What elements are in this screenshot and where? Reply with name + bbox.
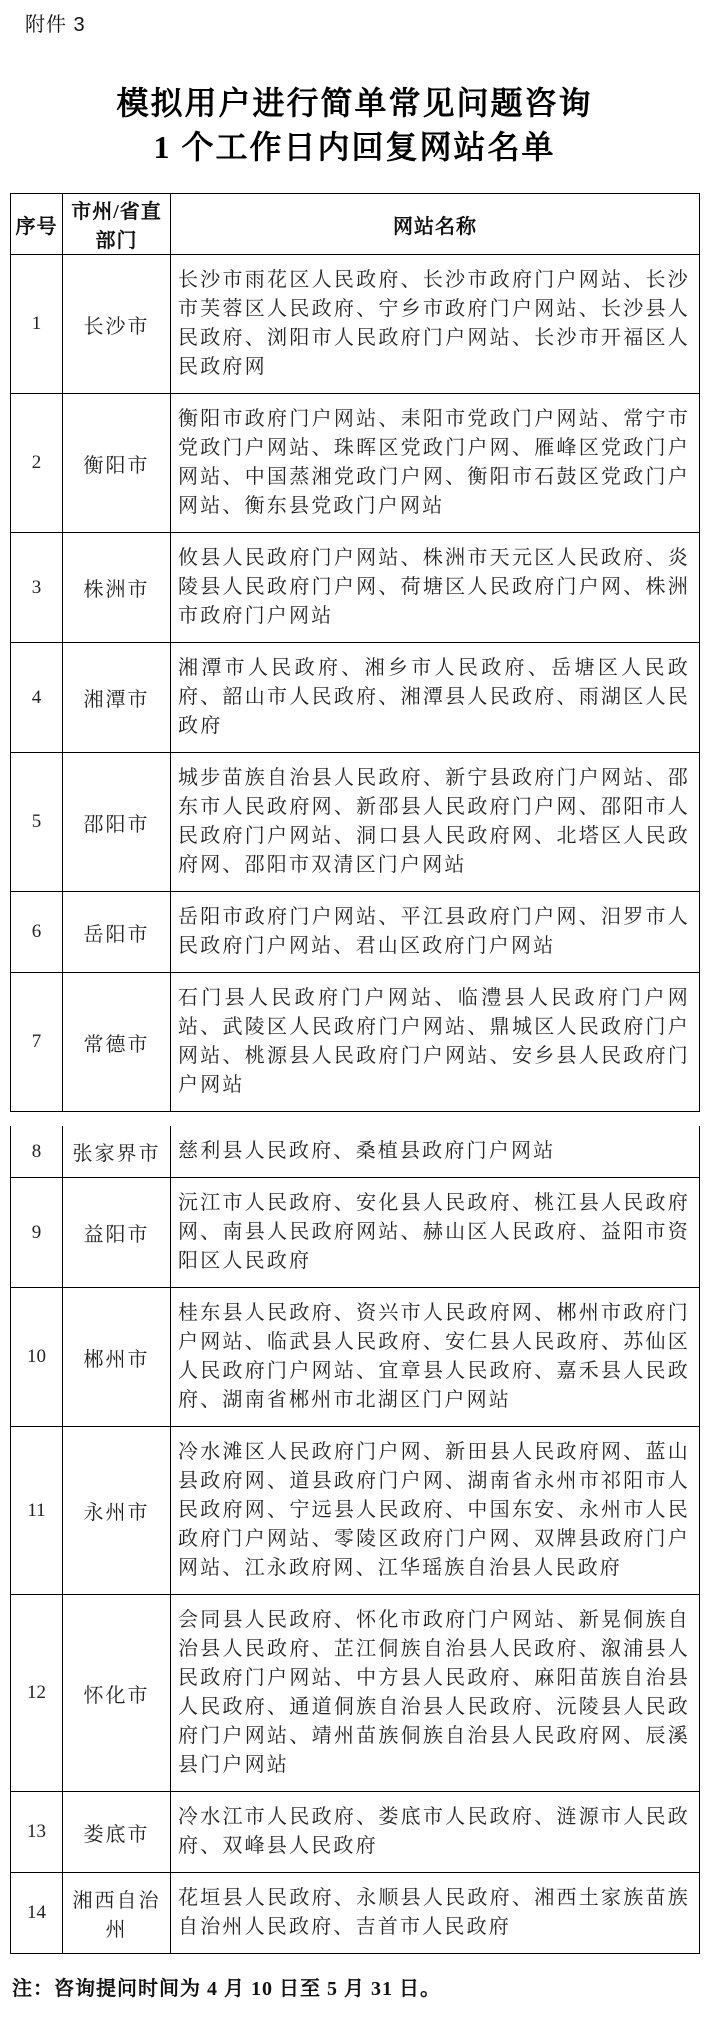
- cell-websites: 衡阳市政府门户网站、耒阳市党政门户网站、常宁市党政门户网站、珠晖区党政门户网、雁峰区党政门户网站、中国蒸湘党政门户网、衡阳市石鼓区党政门户网站、衡东县党政门户网站: [171, 394, 700, 533]
- cell-region: 永州市: [63, 1427, 171, 1595]
- cell-serial-number: 14: [11, 1873, 63, 1954]
- table-row: [11, 643, 700, 753]
- page-title-line-2: 1 个工作日内回复网站名单: [153, 129, 556, 165]
- cell-websites: 攸县人民政府门户网站、株洲市天元区人民政府、炎陵县人民政府门户网、荷塘区人民政府门户网、株洲市政府门户网站: [171, 533, 700, 643]
- table-row: [11, 1126, 700, 1178]
- cell-websites: 湘潭市人民政府、湘乡市人民政府、岳塘区人民政府、韶山市人民政府、湘潭县人民政府、雨湖区人民政府: [171, 643, 700, 753]
- cell-region: 株洲市: [63, 533, 171, 643]
- table-row: [11, 394, 700, 533]
- header-region: 市州/省直部门: [63, 194, 171, 255]
- cell-websites: 桂东县人民政府、资兴市人民政府网、郴州市政府门户网站、临武县人民政府、安仁县人民政府、苏仙区人民政府门户网站、宜章县人民政府、嘉禾县人民政府、湖南省郴州市北湖区门户网站: [171, 1288, 700, 1427]
- cell-websites: 长沙市雨花区人民政府、长沙市政府门户网站、长沙市芙蓉区人民政府、宁乡市政府门户网站、长沙县人民政府、浏阳市人民政府门户网站、长沙市开福区人民政府网: [171, 255, 700, 394]
- cell-websites: 慈利县人民政府、桑植县政府门户网站: [171, 1126, 700, 1178]
- cell-websites: 冷水滩区人民政府门户网、新田县人民政府网、蓝山县政府网、道县政府门户网、湖南省永州市祁阳市人民政府网、宁远县人民政府、中国东安、永州市人民政府门户网站、零陵区政府门户网、双牌县政府门户网站、江永政府网、江华瑶族自治县人民政府: [171, 1427, 700, 1595]
- table-row: [11, 1792, 700, 1873]
- cell-region: 湘西自治州: [63, 1873, 171, 1954]
- header-serial-number: 序号: [11, 194, 63, 255]
- cell-region: 湘潭市: [63, 643, 171, 753]
- table-row: [11, 753, 700, 892]
- cell-serial-number: 10: [11, 1288, 63, 1427]
- table-row: [11, 892, 700, 973]
- cell-serial-number: 2: [11, 394, 63, 533]
- cell-websites: 城步苗族自治县人民政府、新宁县政府门户网站、邵东市人民政府网、新邵县人民政府门户网、邵阳市人民政府门户网站、洞口县人民政府网、北塔区人民政府网、邵阳市双清区门户网站: [171, 753, 700, 892]
- page-title-line-1: 模拟用户进行简单常见问题咨询: [116, 85, 593, 121]
- cell-serial-number: 3: [11, 533, 63, 643]
- table-row: [11, 533, 700, 643]
- table-row: [11, 255, 700, 394]
- cell-region: 长沙市: [63, 255, 171, 394]
- cell-serial-number: 7: [11, 973, 63, 1112]
- cell-serial-number: 13: [11, 1792, 63, 1873]
- table-body-part-2: [11, 1126, 700, 1954]
- page-title: [0, 81, 709, 169]
- cell-region: 益阳市: [63, 1178, 171, 1288]
- cell-websites: 冷水江市人民政府、娄底市人民政府、涟源市人民政府、双峰县人民政府: [171, 1792, 700, 1873]
- table-header-row: [11, 194, 700, 255]
- cell-websites: 石门县人民政府门户网站、临澧县人民政府门户网站、武陵区人民政府门户网站、鼎城区人民政府门户网站、桃源县人民政府门户网站、安乡县人民政府门户网站: [171, 973, 700, 1112]
- table-body-part-1: [11, 255, 700, 1112]
- cell-serial-number: 5: [11, 753, 63, 892]
- cell-serial-number: 11: [11, 1427, 63, 1595]
- cell-region: 衡阳市: [63, 394, 171, 533]
- cell-region: 岳阳市: [63, 892, 171, 973]
- table-row: [11, 1178, 700, 1288]
- cell-serial-number: 8: [11, 1126, 63, 1178]
- cell-region: 邵阳市: [63, 753, 171, 892]
- cell-region: 张家界市: [63, 1126, 171, 1178]
- cell-region: 娄底市: [63, 1792, 171, 1873]
- cell-serial-number: 12: [11, 1595, 63, 1792]
- table-row: [11, 1873, 700, 1954]
- table-row: [11, 1288, 700, 1427]
- website-table-section-1: [10, 193, 700, 1112]
- cell-websites: 岳阳市政府门户网站、平江县政府门户网、汨罗市人民政府门户网站、君山区政府门户网站: [171, 892, 700, 973]
- cell-region: 怀化市: [63, 1595, 171, 1792]
- cell-serial-number: 4: [11, 643, 63, 753]
- header-website-name: 网站名称: [171, 194, 700, 255]
- cell-websites: 沅江市人民政府、安化县人民政府、桃江县人民政府网、南县人民政府网站、赫山区人民政府、益阳市资阳区人民政府: [171, 1178, 700, 1288]
- table-row: [11, 1427, 700, 1595]
- cell-serial-number: 9: [11, 1178, 63, 1288]
- table-row: [11, 973, 700, 1112]
- attachment-label: 附件 3: [25, 14, 86, 36]
- cell-serial-number: 6: [11, 892, 63, 973]
- cell-websites: 会同县人民政府、怀化市政府门户网站、新晃侗族自治县人民政府、芷江侗族自治县人民政府、溆浦县人民政府门户网站、中方县人民政府、麻阳苗族自治县人民政府、通道侗族自治县人民政府、沅陵县人民政府门户网站、靖州苗族侗族自治县人民政府网、辰溪县门户网站: [171, 1595, 700, 1792]
- cell-websites: 花垣县人民政府、永顺县人民政府、湘西土家族苗族自治州人民政府、吉首市人民政府: [171, 1873, 700, 1954]
- website-table-section-2: [10, 1126, 700, 1954]
- cell-serial-number: 1: [11, 255, 63, 394]
- cell-region: 郴州市: [63, 1288, 171, 1427]
- table-row: [11, 1595, 700, 1792]
- cell-region: 常德市: [63, 973, 171, 1112]
- footnote: 注：咨询提问时间为 4 月 10 日至 5 月 31 日。: [12, 1978, 441, 2000]
